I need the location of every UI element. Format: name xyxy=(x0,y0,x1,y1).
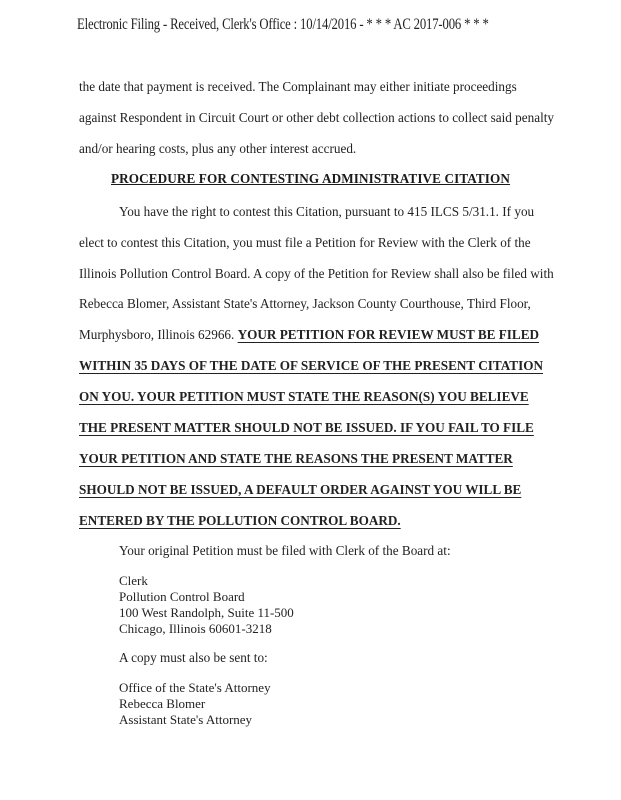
address-line: Pollution Control Board xyxy=(119,589,245,604)
paragraph-line: against Respondent in Circuit Court or other debt collection actions to collect said penalty xyxy=(79,110,555,125)
section-title: PROCEDURE FOR CONTESTING ADMINISTRATIVE CITATION xyxy=(110,171,510,186)
plain-text: Murphysboro, Illinois 62966. xyxy=(79,327,238,342)
bold-warning-line: ENTERED BY THE POLLUTION CONTROL BOARD. xyxy=(79,513,401,528)
clerk-address-block xyxy=(119,573,294,637)
paragraph-line: Rebecca Blomer, Assistant State's Attorney, Jackson County Courthouse, Third Floor, xyxy=(79,296,531,311)
bold-warning-line: WITHIN 35 DAYS OF THE DATE OF SERVICE OF THE PRESENT CITATION xyxy=(79,358,544,373)
bold-warning-line: ON YOU. YOUR PETITION MUST STATE THE REASON(S) YOU BELIEVE xyxy=(79,389,529,404)
paragraph-line: and/or hearing costs, plus any other interest accrued. xyxy=(79,141,357,156)
filing-stamp-header: Electronic Filing - Received, Clerk's Office : 10/14/2016 - * * * AC 2017-006 * * * xyxy=(77,16,489,33)
filing-instruction: Your original Petition must be filed with Clerk of the Board at: xyxy=(119,543,451,558)
address-line: Office of the State's Attorney xyxy=(119,680,271,695)
address-line: Clerk xyxy=(119,573,148,588)
bold-warning-line: SHOULD NOT BE ISSUED, A DEFAULT ORDER AGAINST YOU WILL BE xyxy=(79,482,522,497)
address-line: 100 West Randolph, Suite 11-500 xyxy=(119,605,294,620)
bold-warning-line: THE PRESENT MATTER SHOULD NOT BE ISSUED. IF YOU FAIL TO FILE xyxy=(79,420,534,435)
address-line: Chicago, Illinois 60601-3218 xyxy=(119,621,272,636)
bold-warning-line: YOUR PETITION AND STATE THE REASONS THE PRESENT MATTER xyxy=(79,451,513,466)
paragraph-line: elect to contest this Citation, you must file a Petition for Review with the Clerk of the xyxy=(79,235,531,250)
address-line: Rebecca Blomer xyxy=(119,696,206,711)
paragraph-line: Illinois Pollution Control Board. A copy of the Petition for Review shall also be filed with xyxy=(79,266,554,281)
attorney-address-block xyxy=(119,680,271,728)
paragraph-line xyxy=(79,327,539,343)
copy-instruction: A copy must also be sent to: xyxy=(119,650,268,665)
address-line: Assistant State's Attorney xyxy=(119,712,253,727)
bold-warning-text: YOUR PETITION FOR REVIEW MUST BE FILED xyxy=(237,327,540,342)
paragraph-line: You have the right to contest this Citation, pursuant to 415 ILCS 5/31.1. If you xyxy=(119,204,535,219)
paragraph-line: the date that payment is received. The Complainant may either initiate proceedings xyxy=(79,79,517,94)
